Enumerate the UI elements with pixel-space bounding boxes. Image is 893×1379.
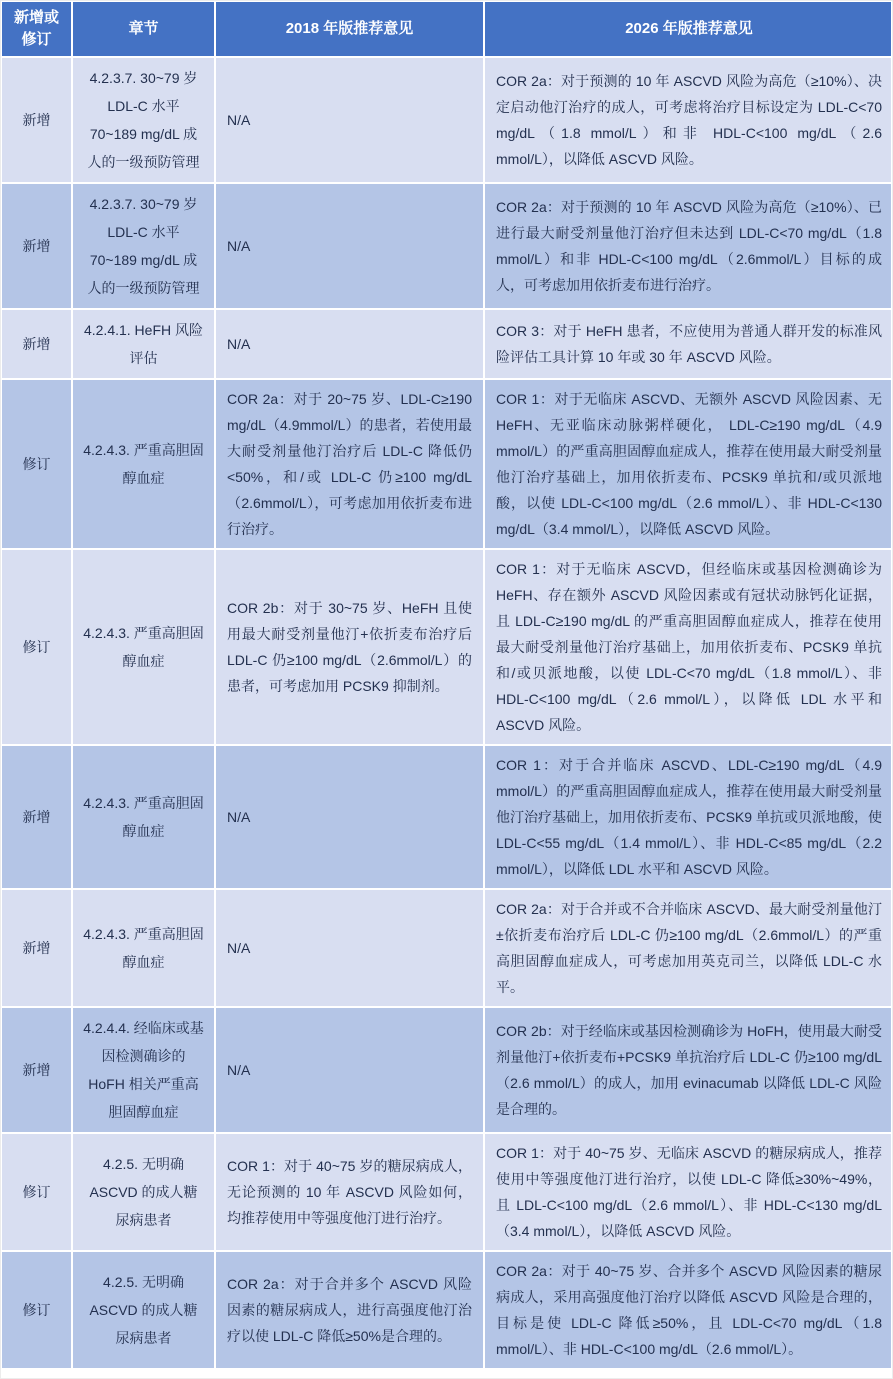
rec-2018-cell: COR 2b：对于 30~75 岁、HeFH 且使用最大耐受剂量他汀+依折麦布治疗后 LDL-C 仍≥100 mg/dL（2.6mmol/L）的患者，可考虑加用 PCSK9 抑制剂。 — [216, 550, 485, 744]
table-row — [2, 380, 891, 550]
rec-2018-cell: N/A — [216, 310, 485, 378]
chapter-cell: 4.2.4.3. 严重高胆固醇血症 — [73, 890, 216, 1006]
header-cell-change-type: 新增或修订 — [2, 2, 73, 56]
rec-2018-cell: COR 2a：对于合并多个 ASCVD 风险因素的糖尿病成人，进行高强度他汀治疗以使 LDL-C 降低≥50%是合理的。 — [216, 1252, 485, 1368]
rec-2026-cell: COR 2a：对于 40~75 岁、合并多个 ASCVD 风险因素的糖尿病成人，采用高强度他汀治疗以降低 ASCVD 风险是合理的，目标是使 LDL-C 降低≥50%，且 LDL-C<70 mg/dL（1.8 mmol/L）、非 HDL-C<100 mg/dL（2.6 mmol/L）。 — [496, 1263, 882, 1357]
status-cell: 新增 — [2, 184, 73, 308]
header-cell-2018-recommendation: 2018 年版推荐意见 — [216, 2, 485, 56]
status-cell: 修订 — [2, 1134, 73, 1250]
table-row — [2, 310, 891, 380]
status-cell: 新增 — [2, 746, 73, 888]
status-cell: 新增 — [2, 1008, 73, 1132]
rec-2026-cell: COR 1：对于无临床 ASCVD，但经临床或基因检测确诊为 HeFH、存在额外 ASCVD 风险因素或有冠状动脉钙化证据，且 LDL-C≥190 mg/dL 的严重高胆固醇血症成人，推荐在使用最大耐受剂量他汀治疗基础上，加用依折麦布、PCSK9 单抗和/或贝派地酸，以使 LDL-C<70 mg/dL（1.8 mmol/L）、非 HDL-C<100 mg/dL（2.6 mmol/L），以降低 LDL 水平和 ASCVD 风险。 — [496, 561, 882, 733]
rec-2018-cell: N/A — [216, 1008, 485, 1132]
table-row — [2, 1134, 891, 1252]
chapter-cell: 4.2.4.3. 严重高胆固醇血症 — [73, 550, 216, 744]
chapter-cell: 4.2.3.7. 30~79 岁 LDL-C 水平 70~189 mg/dL 成人的一级预防管理 — [73, 58, 216, 182]
status-cell: 修订 — [2, 1252, 73, 1368]
header-cell-2026-recommendation: 2026 年版推荐意见 — [625, 20, 753, 37]
chapter-cell: 4.2.3.7. 30~79 岁 LDL-C 水平 70~189 mg/dL 成人的一级预防管理 — [73, 184, 216, 308]
status-cell: 修订 — [2, 380, 73, 548]
rec-2018-cell: N/A — [216, 58, 485, 182]
table-row — [2, 1252, 891, 1370]
rec-2026-cell: COR 2a：对于预测的 10 年 ASCVD 风险为高危（≥10%）、决定启动他汀治疗的成人，可考虑将治疗目标设定为 LDL-C<70 mg/dL（1.8 mmol/L）和非 HDL-C<100 mg/dL（2.6 mmol/L），以降低 ASCVD 风险。 — [496, 73, 882, 167]
rec-2026-cell: COR 1：对于合并临床 ASCVD、LDL-C≥190 mg/dL（4.9 mmol/L）的严重高胆固醇血症成人，推荐在使用最大耐受剂量他汀治疗基础上，加用依折麦布、PCSK9 单抗或贝派地酸，使 LDL-C<55 mg/dL（1.4 mmol/L）、非 HDL-C<85 mg/dL（2.2 mmol/L），以降低 LDL 水平和 ASCVD 风险。 — [496, 757, 882, 877]
rec-2018-cell: COR 2a：对于 20~75 岁、LDL-C≥190 mg/dL（4.9mmol/L）的患者，若使用最大耐受剂量他汀治疗后 LDL-C 降低仍<50%，和/或 LDL-C 仍≥100 mg/dL（2.6mmol/L），可考虑加用依折麦布进行治疗。 — [216, 380, 485, 548]
chapter-cell: 4.2.5. 无明确 ASCVD 的成人糖尿病患者 — [73, 1134, 216, 1250]
rec-2018-cell: N/A — [216, 746, 485, 888]
table-row — [2, 184, 891, 310]
table-row — [2, 890, 891, 1008]
guideline-comparison-table — [2, 2, 891, 1370]
rec-2018-cell: N/A — [216, 890, 485, 1006]
table-header-row — [2, 2, 891, 58]
table-row — [2, 550, 891, 746]
rec-2026-cell: COR 2b：对于经临床或基因检测确诊为 HoFH，使用最大耐受剂量他汀+依折麦布+PCSK9 单抗治疗后 LDL-C 仍≥100 mg/dL（2.6 mmol/L）的成人，加用 evinacumab 以降低 LDL-C 风险是合理的。 — [496, 1023, 882, 1117]
chapter-cell: 4.2.4.1. HeFH 风险评估 — [73, 310, 216, 378]
chapter-cell: 4.2.4.3. 严重高胆固醇血症 — [73, 746, 216, 888]
table-body — [2, 58, 891, 1370]
status-cell: 新增 — [2, 58, 73, 182]
chapter-cell: 4.2.4.3. 严重高胆固醇血症 — [73, 380, 216, 548]
status-cell: 新增 — [2, 890, 73, 1006]
rec-2018-cell: N/A — [216, 184, 485, 308]
status-cell: 新增 — [2, 310, 73, 378]
table-row — [2, 746, 891, 890]
rec-2018-cell: COR 1：对于 40~75 岁的糖尿病成人，无论预测的 10 年 ASCVD 风险如何，均推荐使用中等强度他汀进行治疗。 — [216, 1134, 485, 1250]
chapter-cell: 4.2.5. 无明确 ASCVD 的成人糖尿病患者 — [73, 1252, 216, 1368]
header-cell-chapter: 章节 — [73, 2, 216, 56]
rec-2026-cell: COR 1：对于 40~75 岁、无临床 ASCVD 的糖尿病成人，推荐使用中等强度他汀进行治疗，以使 LDL-C 降低≥30%~49%，且 LDL-C<100 mg/dL（2.6 mmol/L）、非 HDL-C<130 mg/dL（3.4 mmol/L），以降低 ASCVD 风险。 — [496, 1145, 882, 1239]
rec-2026-cell: COR 2a：对于合并或不合并临床 ASCVD、最大耐受剂量他汀±依折麦布治疗后 LDL-C 仍≥100 mg/dL（2.6mmol/L）的严重高胆固醇血症成人，可考虑加用英克司兰，以降低 LDL-C 水平。 — [496, 901, 882, 995]
status-cell: 修订 — [2, 550, 73, 744]
rec-2026-cell: COR 3：对于 HeFH 患者，不应使用为普通人群开发的标准风险评估工具计算 10 年或 30 年 ASCVD 风险。 — [496, 323, 882, 365]
rec-2026-cell: COR 1：对于无临床 ASCVD、无额外 ASCVD 风险因素、无 HeFH、无亚临床动脉粥样硬化， LDL-C≥190 mg/dL（4.9 mmol/L）的严重高胆固醇血症成人，推荐在使用最大耐受剂量他汀治疗基础上，加用依折麦布、PCSK9 单抗和/或贝派地酸，以使 LDL-C<100 mg/dL（2.6 mmol/L）、非 HDL-C<130 mg/dL（3.4 mmol/L），以降低 ASCVD 风险。 — [496, 391, 882, 537]
table-row — [2, 1008, 891, 1134]
rec-2026-cell: COR 2a：对于预测的 10 年 ASCVD 风险为高危（≥10%）、已进行最大耐受剂量他汀治疗但未达到 LDL-C<70 mg/dL（1.8 mmol/L）和非 HDL-C<100 mg/dL（2.6mmol/L）目标的成人，可考虑加用依折麦布进行治疗。 — [496, 199, 882, 293]
table-row — [2, 58, 891, 184]
chapter-cell: 4.2.4.4. 经临床或基因检测确诊的 HoFH 相关严重高胆固醇血症 — [73, 1008, 216, 1132]
